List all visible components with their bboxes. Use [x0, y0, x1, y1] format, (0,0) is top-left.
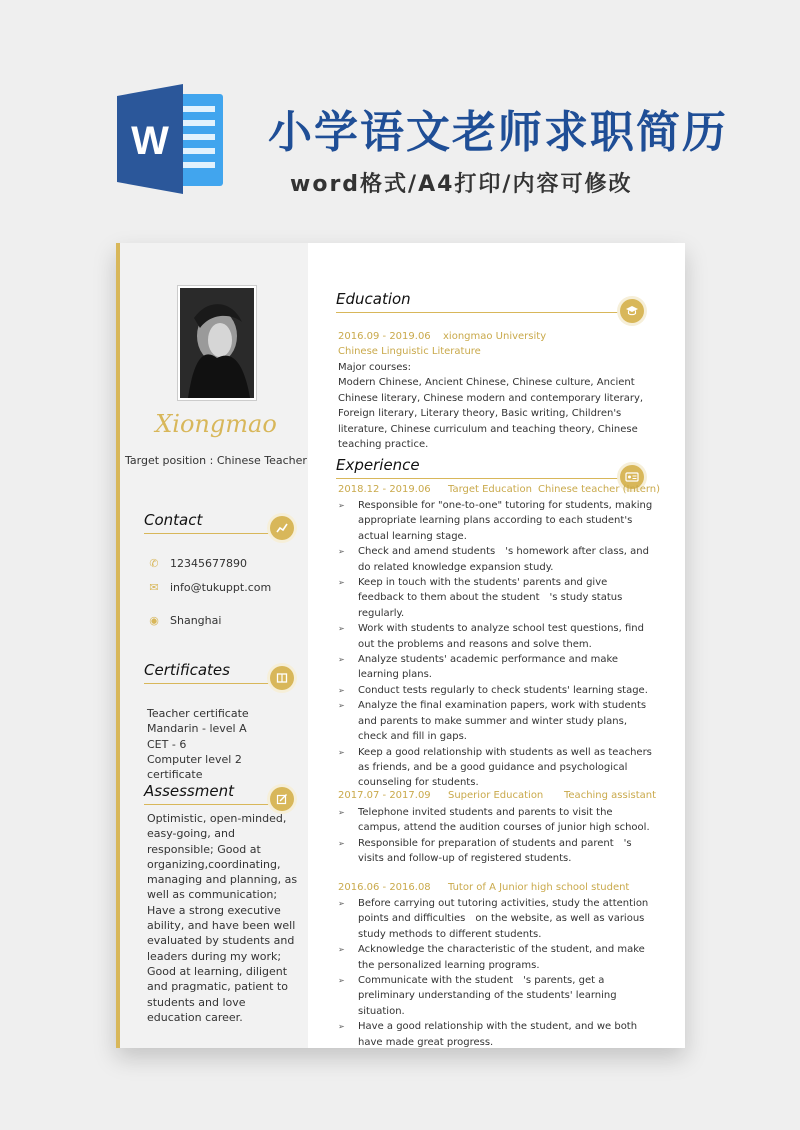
education-period: 2016.09 - 2019.06: [338, 331, 431, 342]
word-logo-letter: W: [131, 119, 169, 163]
list-item: ➢ Work with students to analyze school test questions, find out the problems and reasons and solve them.: [338, 621, 656, 652]
education-heading-text: Education: [336, 290, 411, 308]
edit-icon: [270, 787, 294, 811]
resume-main: [308, 243, 685, 1048]
certificates-heading: [144, 661, 294, 679]
list-item: ➢ Acknowledge the characteristic of the student, and make the personalized learning programs.: [338, 942, 656, 973]
list-item: ➢ Keep in touch with the students' parents and give feedback to them about the student 's study status regularly.: [338, 575, 656, 621]
courses-list: Modern Chinese, Ancient Chinese, Chinese culture, Ancient Chinese literary, Chinese modern and contemporary literary, Foreign literary, Literary theory, Basic writing, Children's literature, Chinese curriculum and teaching theory, Chinese teaching practice.: [338, 377, 644, 451]
list-item: ➢ Analyze students' academic performance and make learning plans.: [338, 652, 656, 683]
education-school: xiongmao University: [443, 331, 547, 342]
assessment-heading: [144, 782, 294, 800]
list-item: ➢ Before carrying out tutoring activities, study the attention points and difficulties on the website, as well as various study methods to different students.: [338, 896, 656, 942]
education-courses: [338, 360, 656, 452]
job-duties-list: [338, 896, 656, 1050]
job-duties-list: [338, 498, 656, 791]
chart-icon: [270, 516, 294, 540]
experience-heading-text: Experience: [336, 456, 420, 474]
certificates-list: [147, 706, 299, 782]
contact-city: [148, 614, 221, 627]
list-item: ➢ Responsible for preparation of students and parent 's visits and follow-up of registered students.: [338, 836, 656, 867]
certificate-item: Mandarin - level A: [147, 722, 247, 736]
job-role: Chinese teacher (Intern): [538, 484, 661, 495]
list-item: ➢ Check and amend students 's homework after class, and do related knowledge expansion study.: [338, 544, 656, 575]
certificates-heading-text: Certificates: [144, 661, 230, 679]
job-duties-list: [338, 805, 656, 867]
contact-heading-text: Contact: [144, 511, 203, 529]
banner-subtitle: word格式/A4打印/内容可修改: [290, 172, 633, 197]
list-item: ➢ Analyze the final examination papers, work with students and parents to make summer and winter study plans, check and fill in gaps.: [338, 698, 656, 744]
contact-phone: [148, 557, 247, 570]
experience-heading: [336, 456, 654, 474]
certificate-item: Teacher certificate: [147, 707, 249, 720]
job-company: Tutor of A Junior high school student: [448, 882, 630, 893]
job-period: 2018.12 - 2019.06: [338, 484, 431, 495]
courses-label: Major courses:: [338, 362, 411, 373]
assessment-text: Optimistic, open-minded, easy-going, and responsible; Good at organizing,coordinating, managing and planning, as well as communication; Have a strong executive ability, and have been well evaluated by students and leaders during my work; Good at learning, diligent and pragmatic, patient to students and love education career.: [147, 812, 298, 1024]
resume-sidebar: [116, 243, 308, 1048]
certificate-item: Computer level 2 certificate: [147, 752, 242, 782]
book-icon: [270, 666, 294, 690]
graduation-cap-icon: [620, 299, 644, 323]
candidate-name: Xiongmao: [155, 410, 277, 438]
heading-underline: [336, 478, 622, 479]
job-period: 2016.06 - 2016.08: [338, 882, 431, 893]
profile-photo: [178, 286, 256, 400]
contact-email: [148, 581, 271, 594]
contact-heading: [144, 511, 294, 529]
heading-underline: [336, 312, 622, 313]
education-heading: [336, 290, 654, 308]
job-role: Teaching assistant: [564, 790, 657, 801]
location-pin-icon: ◉: [149, 614, 159, 627]
mail-icon: ✉: [149, 581, 159, 594]
phone-icon: ✆: [149, 557, 159, 570]
city-name: Shanghai: [170, 614, 222, 627]
phone-number: 12345677890: [170, 557, 247, 570]
job-period: 2017.07 - 2017.09: [338, 790, 431, 801]
heading-underline: [144, 804, 274, 805]
word-document-icon: [117, 84, 225, 194]
assessment-heading-text: Assessment: [144, 782, 234, 800]
list-item: ➢ Conduct tests regularly to check students' learning stage.: [338, 683, 656, 698]
education-major: Chinese Linguistic Literature: [338, 346, 481, 357]
list-item: ➢ Responsible for "one-to-one" tutoring for students, making appropriate learning plans according to each student's actual learning stage.: [338, 498, 656, 544]
heading-underline: [144, 533, 274, 534]
certificate-item: CET - 6: [147, 737, 187, 751]
heading-underline: [144, 683, 274, 684]
email-address: info@tukuppt.com: [170, 581, 272, 594]
list-item: ➢ Keep a good relationship with students as well as teachers as friends, and be a good guidance and psychological counseling for students.: [338, 745, 656, 791]
list-item: ➢ Have a good relationship with the student, and we both have made great progress.: [338, 1019, 656, 1050]
job-company: Target Education: [448, 484, 532, 495]
list-item: ➢ Communicate with the student 's parents, get a preliminary understanding of the students' learning situation.: [338, 973, 656, 1019]
list-item: ➢ Telephone invited students and parents to visit the campus, attend the audition courses of junior high school.: [338, 805, 656, 836]
banner-title: 小学语文老师求职简历: [268, 107, 728, 158]
target-position: Target position : Chinese Teacher: [125, 454, 307, 467]
job-company: Superior Education: [448, 790, 544, 801]
resume-page: [116, 243, 685, 1048]
